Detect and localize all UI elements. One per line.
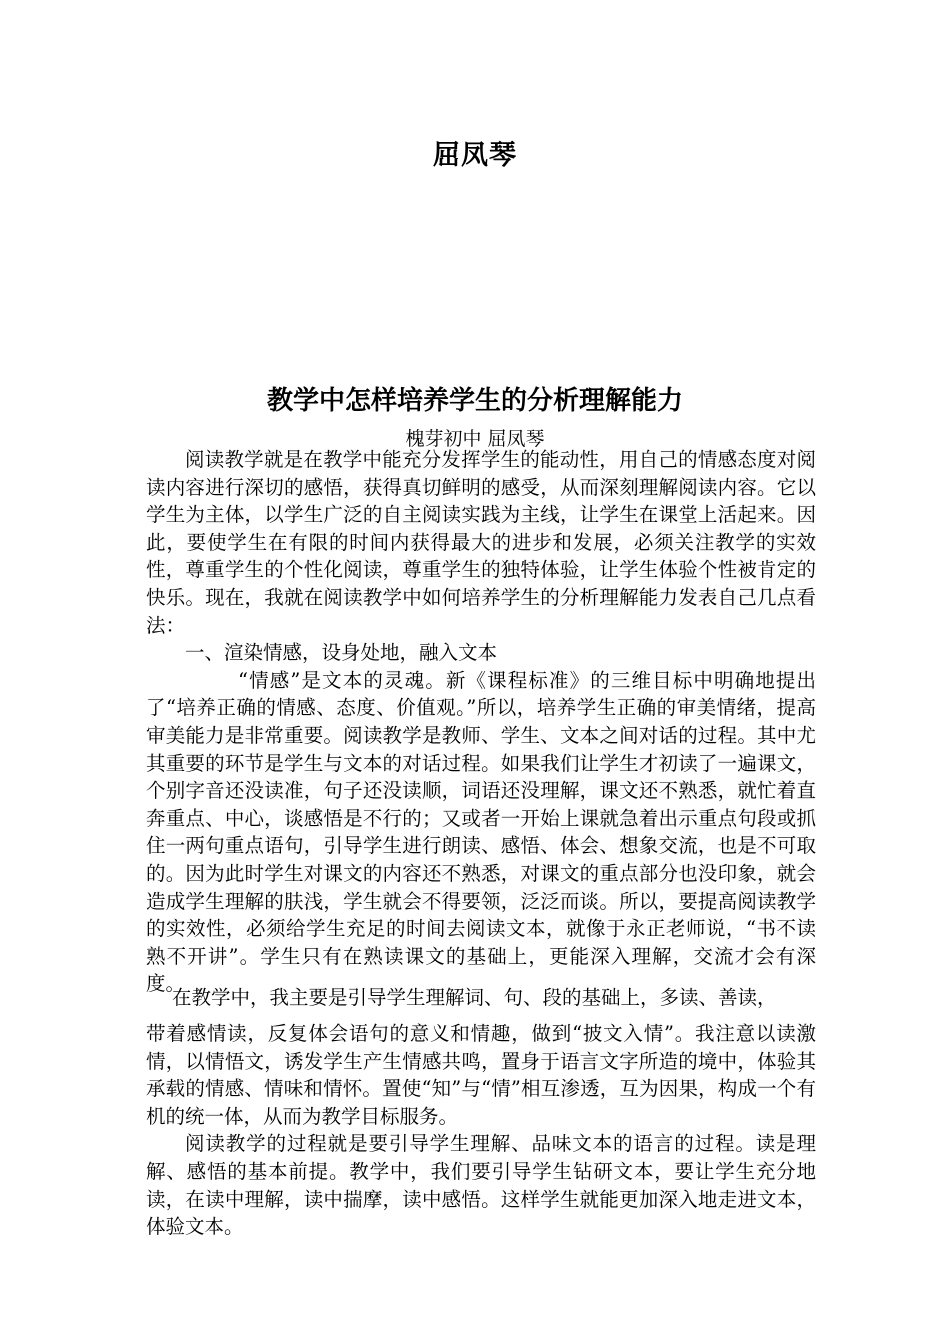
article-title: 教学中怎样培养学生的分析理解能力: [266, 386, 683, 416]
article-body: [146, 446, 816, 998]
author-heading: 屈凤琴: [433, 140, 517, 171]
article-body-continued: [146, 1020, 816, 1241]
paragraph-intro: 阅读教学就是在教学中能充分发挥学生的能动性，用自己的情感态度对阅读内容进行深切的感悟，获得真切鲜明的感受，从而深刻理解阅读内容。它以学生为主体，以学生广泛的自主阅读实践为主线，让学生在课堂上活起来。因此，要使学生在有限的时间内获得最大的进步和发展，必须关注教学的实效性，尊重学生的个性化阅读，尊重学生的独特体验，让学生体验个性被肯定的快乐。现在，我就在阅读教学中如何培养学生的分析理解能力发表自己几点看法：: [146, 448, 816, 637]
paragraph-teaching-line: [146, 984, 816, 1012]
paragraph-teaching-start: 在教学中，我主要是引导学生理解词、句、段的基础上，多读、善读，: [172, 986, 777, 1009]
section-heading-1: 一、渲染情感，设身处地，融入文本: [185, 641, 498, 665]
byline: 槐芽初中 屈凤琴: [405, 428, 545, 450]
paragraph-emotion: “情感”是文本的灵魂。新《课程标准》的三维目标中明确地提出了“培养正确的情感、态度、价值观。”所以，培养学生正确的审美情绪，提高审美能力是非常重要。阅读教学是教师、学生、文本之间对话的过程。其中尤其重要的环节是学生与文本的对话过程。如果我们让学生才初读了一遍课文，个别字音还没读准，句子还没读顺，词语还没理解，课文还不熟悉，就忙着直奔重点、中心，谈感悟是不行的；又或者一开始上课就急着出示重点句段或抓住一两句重点语句，引导学生进行朗读、感悟、体会、想象交流，也是不可取的。因为此时学生对课文的内容还不熟悉，对课文的重点部分也没印象，就会造成学生理解的肤浅，学生就会不得要领，泛泛而谈。所以，要提高阅读教学的实效性，必须给学生充足的时间去阅读文本，就像于永正老师说，“书不读熟不开讲”。学生只有在熟读课文的基础上，更能深入理解，交流才会有深度。: [146, 668, 816, 996]
paragraph-reading-process: 阅读教学的过程就是要引导学生理解、品味文本的语言的过程。读是理解、感悟的基本前提。教学中，我们要引导学生钻研文本，要让学生充分地读，在读中理解，读中揣摩，读中感悟。这样学生就能更加深入地走进文本，体验文本。: [146, 1132, 816, 1239]
paragraph-teaching-cont: 带着感情读，反复体会语句的意义和情趣，做到“披文入情”。我注意以读激情，以情悟文，诱发学生产生情感共鸣，置身于语言文字所造的境中，体验其承载的情感、情味和情怀。置使“知”与“情”相互渗透，互为因果，构成一个有机的统一体，从而为教学目标服务。: [146, 1022, 816, 1128]
